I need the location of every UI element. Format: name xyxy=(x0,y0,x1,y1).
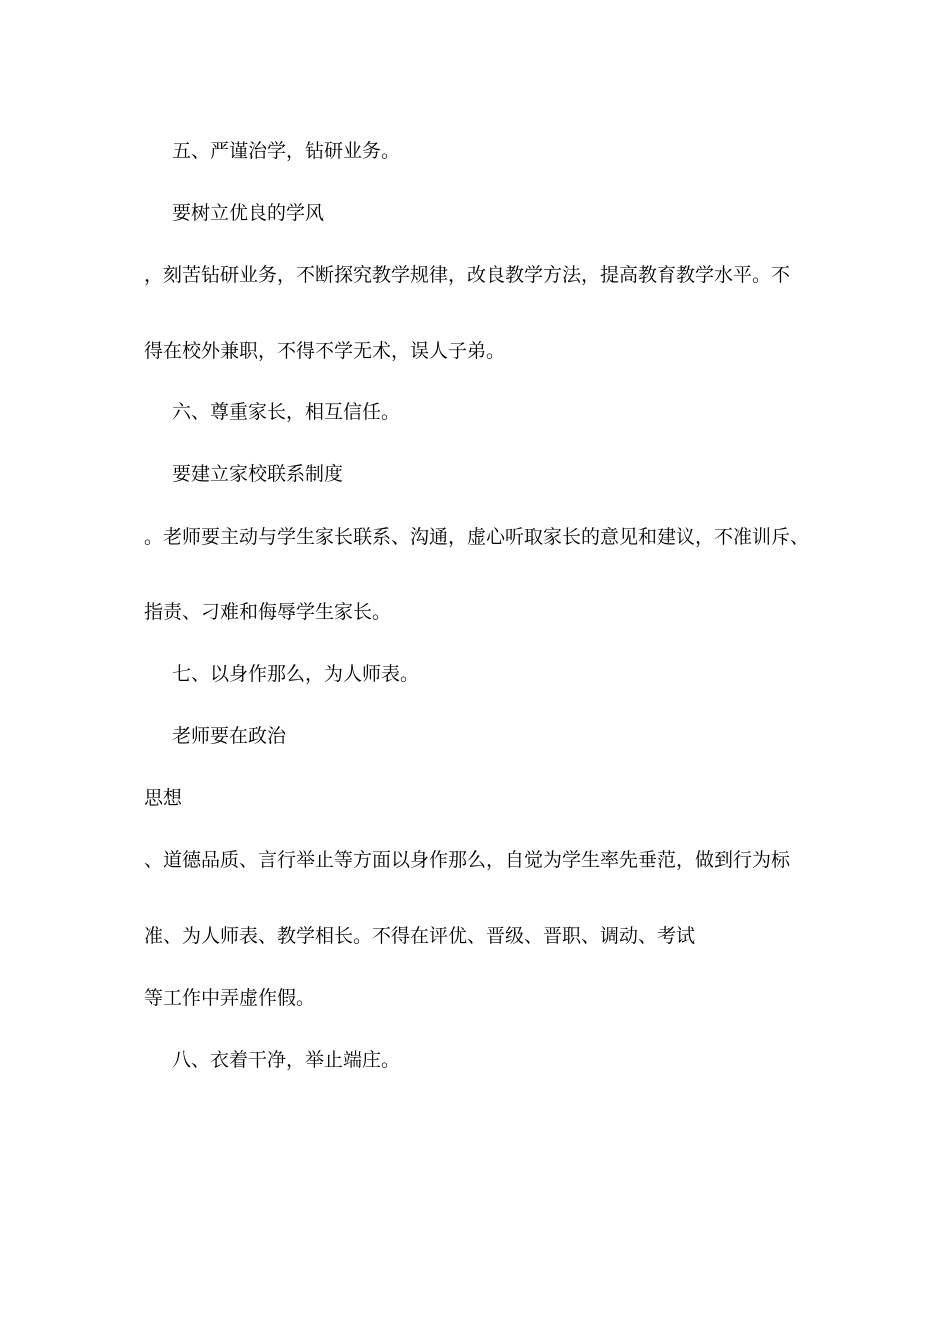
paragraph-line: 思想 xyxy=(144,787,183,809)
paragraph-line: 。老师要主动与学生家长联系、沟通，虚心听取家长的意见和建议，不准训斥、 xyxy=(144,526,810,548)
section-heading-8: 八、衣着干净，举止端庄。 xyxy=(172,1049,401,1071)
paragraph-line: 要树立优良的学风 xyxy=(172,202,325,224)
section-heading-6: 六、尊重家长，相互信任。 xyxy=(172,401,401,423)
paragraph-line: 指责、刁难和侮辱学生家长。 xyxy=(144,601,392,623)
paragraph-line: 得在校外兼职，不得不学无术，误人子弟。 xyxy=(144,340,506,362)
paragraph-line: 准、为人师表、教学相长。不得在评优、晋级、晋职、调动、考试 xyxy=(144,925,696,947)
paragraph-line: ，刻苦钻研业务，不断探究教学规律，改良教学方法，提高教育教学水平。不 xyxy=(144,264,791,286)
section-heading-7: 七、以身作那么，为人师表。 xyxy=(172,663,420,685)
section-heading-5: 五、严谨治学，钻研业务。 xyxy=(172,140,401,162)
paragraph-line: 老师要在政治 xyxy=(172,725,287,747)
paragraph-line: 等工作中弄虚作假。 xyxy=(144,987,316,1009)
paragraph-line: 、道德品质、言行举止等方面以身作那么，自觉为学生率先垂范，做到行为标 xyxy=(144,849,791,871)
paragraph-line: 要建立家校联系制度 xyxy=(172,463,344,485)
